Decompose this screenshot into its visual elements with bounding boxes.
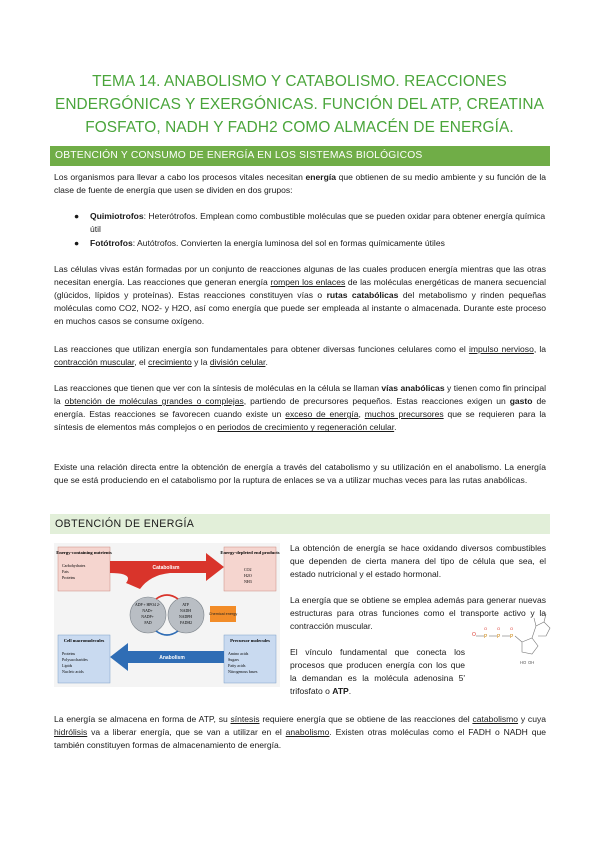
svg-text:O: O bbox=[497, 626, 501, 631]
svg-text:O: O bbox=[472, 632, 476, 638]
adp-item: ADP + HPO4 2- bbox=[134, 603, 161, 607]
atp-item: NADPH bbox=[178, 615, 193, 619]
svg-text:O: O bbox=[484, 626, 488, 631]
svg-text:CO2 H2O NH3 bbox=[244, 567, 253, 584]
macromolecule-item: Lipids bbox=[62, 663, 73, 668]
svg-text:OH: OH bbox=[528, 660, 535, 665]
cell-macromolecules-title: Cell macromolecules bbox=[63, 638, 105, 643]
energy-products-title: Energy-depleted end products bbox=[220, 550, 280, 555]
section-heading-obtencion-consumo: OBTENCIÓN Y CONSUMO DE ENERGÍA EN LOS SISTEMAS BIOLÓGICOS bbox=[50, 146, 550, 166]
nutrient-item: Proteins bbox=[62, 575, 76, 580]
paragraph-atp-storage: La energía se almacena en forma de ATP, su síntesis requiere energía que se obtiene de las reacciones del catabolismo y cuya hidrólisis va a liberar energía, que se van a utilizar en el anabolismo. Existen otras moléculas como el FADH o NADH que también constituyen formas de almacenamiento de energía. bbox=[54, 714, 546, 751]
chemical-energy-label: Chemical energy bbox=[208, 612, 238, 616]
bullet-list-groups bbox=[54, 210, 546, 251]
title-line-3: FOSFATO, NADH Y FADH2 COMO ALMACÉN DE ENERGÍA. bbox=[85, 119, 514, 136]
paragraph-relation: Existe una relación directa entre la obtención de energía a través del catabolismo y su utilización en el anabolismo. La energía que se está produciendo en el catabolismo por la ruptura de enlaces se va a utilizar muchas veces para las rutas anabólicas. bbox=[54, 462, 546, 486]
nutrient-item: Carbohydrates bbox=[62, 563, 86, 568]
section-heading-obtencion-energia: OBTENCIÓN DE ENERGÍA bbox=[50, 514, 550, 534]
product-item: NH3 bbox=[244, 579, 252, 584]
macromolecule-item: Polysaccharides bbox=[62, 657, 88, 662]
atp-molecule-image bbox=[470, 612, 552, 674]
precursor-item: Fatty acids bbox=[228, 663, 246, 668]
paragraph-atp-link: El vínculo fundamental que conecta los procesos que producen energía con los que la demandan es la molécula adenosina 5' trifosfato o ATP. bbox=[290, 647, 465, 697]
paragraph-catabolic: Las células vivas están formadas por un conjunto de reacciones algunas de las cuales producen energía mientras que las otras necesitan energía. Las reacciones que generan energía rompen los enlaces de las moléculas energéticas de manera secuencial (glúcidos, lípidos y proteínas). Estas reacciones constituyen vías o rutas catabólicas del metabolismo y rinden pequeñas moléculas como CO2, NO2- y H2O, así como energía que puede ser empleada al instante o almacenada. Durante este proceso en muchos casos se consume oxígeno. bbox=[54, 264, 546, 327]
adp-item: FAD bbox=[144, 621, 152, 625]
atp-item: FADH2 bbox=[180, 621, 192, 625]
svg-text:Chemical energy bbox=[209, 612, 238, 616]
product-item: CO2 bbox=[244, 567, 252, 572]
svg-text:HO: HO bbox=[520, 660, 527, 665]
metabolism-diagram bbox=[54, 543, 280, 687]
atp-item: NADH bbox=[180, 609, 192, 613]
list-item: ● Quimiotrofos: Heterótrofos. Emplean como combustible moléculas que se pueden oxidar para obtener energía química útil bbox=[74, 211, 546, 235]
paragraph-functions: Las reacciones que utilizan energía son fundamentales para obtener diversas funciones celulares como el impulso nervioso, la contracción muscular, el crecimiento y la división celular. bbox=[54, 344, 546, 368]
adp-item: NAD+ bbox=[142, 609, 153, 613]
paragraph-new-structures: La energía que se obtiene se emplea además para generar nuevas estructuras para otras funciones como el transporte activo y la contracción muscular. bbox=[290, 595, 546, 632]
precursor-item: Sugars bbox=[228, 657, 239, 662]
paragraph-anabolic: Las reacciones que tienen que ver con la síntesis de moléculas en la célula se llaman vías anabólicas y tienen como fin principal la obtención de moléculas grandes o complejas, partiendo de precursores pequeños. Estas reacciones exigen un gasto de energía. Estas reacciones se favorecen cuando existe un exceso de energía, muchos precursores que se requieren para la síntesis de elementos más complejos o en periodos de crecimiento y regeneración celular. bbox=[54, 383, 547, 433]
adp-item: NADP+ bbox=[141, 615, 154, 619]
anabolism-label: Anabolism bbox=[159, 655, 185, 661]
precursor-item: Nitrogenous bases bbox=[228, 669, 258, 674]
title-line-2: ENDERGÓNICAS Y EXERGÓNICAS. FUNCIÓN DEL ATP, CREATINA bbox=[54, 96, 545, 113]
svg-text:P: P bbox=[484, 634, 488, 640]
nutrient-item: Fats bbox=[62, 569, 69, 574]
svg-text:O: O bbox=[510, 626, 514, 631]
document-title bbox=[40, 70, 559, 139]
macromolecule-item: Nucleic acids bbox=[62, 669, 84, 674]
paragraph-oxidation: La obtención de energía se hace oxidando diversos combustibles que dependen de cierta manera del tipo de célula que sea, el estado nutricional y el estado hormonal. bbox=[290, 543, 546, 580]
svg-text:P: P bbox=[497, 634, 501, 640]
precursor-molecules-title: Precursor molecules bbox=[230, 638, 270, 643]
svg-text:P: P bbox=[510, 634, 514, 640]
atp-item: ATP bbox=[182, 603, 189, 607]
paragraph-intro: Los organismos para llevar a cabo los procesos vitales necesitan energía que obtienen de su medio ambiente y su función de la clase de fuente de energía que usen se dividen en dos grupos: bbox=[54, 172, 546, 196]
energy-nutrients-title: Energy-containing nutrients bbox=[56, 550, 112, 555]
list-item: ● Fotótrofos: Autótrofos. Convierten la energía luminosa del sol en formas químicamente útiles bbox=[74, 238, 445, 249]
catabolism-label: Catabolism bbox=[152, 565, 180, 571]
title-line-1: TEMA 14. ANABOLISMO Y CATABOLISMO. REACCIONES bbox=[92, 73, 507, 90]
precursor-item: Amino acids bbox=[228, 651, 249, 656]
macromolecule-item: Proteins bbox=[62, 651, 76, 656]
product-item: H2O bbox=[244, 573, 252, 578]
